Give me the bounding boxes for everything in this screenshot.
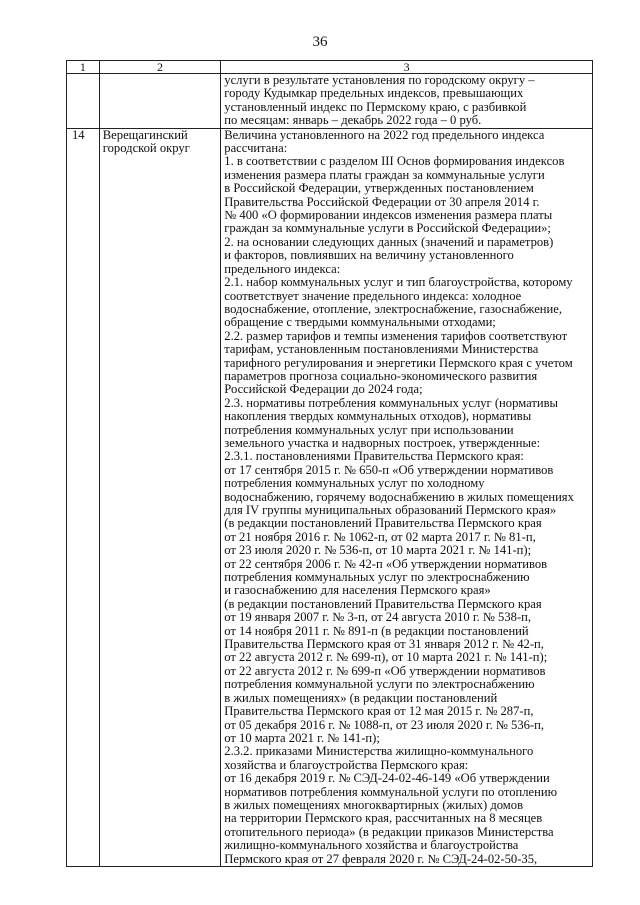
table-header-row <box>67 61 593 74</box>
text-line: установленный индекс по Пермскому краю, с разбивкой <box>224 99 527 114</box>
text-line: 2.3. нормативы потребления коммунальных услуг (нормативы <box>224 395 558 410</box>
text-line: Правительства Пермского края от 12 мая 2015 г. № 287-п, <box>224 704 534 719</box>
row-number-cell <box>67 74 100 129</box>
text-line: нормативов потребления коммунальной услуги по отоплению <box>224 784 557 799</box>
text-line: по месяцам: январь – декабрь 2022 года – 0 руб. <box>224 113 482 128</box>
text-line: предельного индекса: <box>224 261 341 276</box>
text-line: от 16 декабря 2019 г. № СЭД-24-02-46-149 «Об утверждении <box>224 771 550 786</box>
indices-table <box>66 60 593 867</box>
text-line: от 23 июля 2020 г. № 536-п, от 10 марта 2021 г. № 141-п); <box>224 543 532 558</box>
text-line: 2.1. набор коммунальных услуг и тип благоустройства, которому <box>224 275 573 290</box>
text-line: 2.3.2. приказами Министерства жилищно-коммунального <box>224 744 534 759</box>
text-line: Правительства Российской Федерации от 30 апреля 2014 г. <box>224 194 540 209</box>
text-line: от 22 августа 2012 г. № 699-п «Об утверждении нормативов <box>224 663 546 678</box>
text-line: Пермского края от 27 февраля 2020 г. № СЭД-24-02-50-35, <box>224 851 538 866</box>
text-line: от 14 ноября 2011 г. № 891-п (в редакции постановлений <box>224 623 529 638</box>
text-line: 2.3.1. постановлениями Правительства Пермского края: <box>224 449 524 464</box>
text-line: водоснабжению, горячему водоснабжению в жилых помещениях <box>224 489 574 504</box>
text-line: потребления коммунальной услуги по электроснабжению <box>224 677 535 692</box>
text-line: параметров прогноза социально-экономического развития <box>224 368 538 383</box>
text-line: потребления коммунальных услуг по холодному <box>224 476 485 491</box>
text-line: потребления коммунальных услуг по электроснабжению <box>224 570 530 585</box>
text-line: отопительного периода» (в редакции приказов Министерства <box>224 824 554 839</box>
column-header-1: 1 <box>67 61 100 74</box>
text-line: (в редакции постановлений Правительства Пермского края <box>224 596 542 611</box>
description-cell <box>221 128 593 866</box>
text-line: земельного участка и надворных построек, утвержденные: <box>224 435 541 450</box>
text-line: 2. на основании следующих данных (значений и параметров) <box>224 234 554 249</box>
text-line: и газоснабжению для населения Пермского края» <box>224 583 491 598</box>
text-line: накопления твердых коммунальных отходов), нормативы <box>224 409 532 424</box>
text-line: в Российской Федерации, утвержденных постановлением <box>224 181 534 196</box>
text-line: Российской Федерации до 2024 года; <box>224 382 423 397</box>
text-line: Величина установленного на 2022 год предельного индекса <box>224 127 545 142</box>
text-line: водоснабжение, отопление, электроснабжение, газоснабжение, <box>224 301 563 316</box>
text-line: в жилых помещениях многоквартирных (жилых) домов <box>224 797 524 812</box>
text-line: обращение с твердыми коммунальными отходами; <box>224 315 496 330</box>
text-line: от 22 сентября 2006 г. № 42-п «Об утверждении нормативов <box>224 556 548 571</box>
text-line: рассчитана: <box>224 141 288 156</box>
table-row-continued <box>67 74 593 129</box>
continued-text <box>224 74 589 128</box>
text-line: тарифам, установленным постановлениями Министерства <box>224 342 539 357</box>
description-cell <box>221 74 593 129</box>
index-description-text <box>224 129 589 866</box>
text-line: от 21 ноября 2016 г. № 1062-п, от 02 марта 2017 г. № 81-п, <box>224 529 536 544</box>
text-line: на территории Пермского края, рассчитанных на 8 месяцев <box>224 811 543 826</box>
text-line: от 10 марта 2021 г. № 141-п); <box>224 730 380 745</box>
text-line: от 05 декабря 2016 г. № 1088-п, от 23 июля 2020 г. № 536-п, <box>224 717 545 732</box>
municipality-name-line: городской округ <box>102 141 190 156</box>
text-line: № 400 «О формировании индексов изменения размера платы <box>224 208 553 223</box>
table-row-14 <box>67 128 593 866</box>
text-line: граждан за коммунальные услуги в Российской Федерации»; <box>224 221 551 236</box>
text-line: тарифного регулирования и энергетики Пермского края с учетом <box>224 355 573 370</box>
column-header-3: 3 <box>221 61 593 74</box>
text-line: городу Кудымкар предельных индексов, превышающих <box>224 86 524 101</box>
text-line: 2.2. размер тарифов и темпы изменения тарифов соответствуют <box>224 328 568 343</box>
text-line: от 19 января 2007 г. № 3-п, от 24 августа 2010 г. № 538-п, <box>224 610 532 625</box>
municipality-cell <box>99 74 220 129</box>
municipality-name-line: Верещагинский <box>102 127 188 142</box>
text-line: жилищно-коммунального хозяйства и благоустройства <box>224 838 519 853</box>
text-line: услуги в результате установления по городскому округу – <box>224 73 535 87</box>
text-line: от 22 августа 2012 г. № 699-п), от 10 марта 2021 г. № 141-п); <box>224 650 548 665</box>
text-line: хозяйства и благоустройства Пермского края: <box>224 757 469 772</box>
municipality-cell <box>99 128 220 866</box>
row-number-cell: 14 <box>67 128 100 866</box>
text-line: 1. в соответствии с разделом III Основ формирования индексов <box>224 154 565 169</box>
text-line: изменения размера платы граждан за коммунальные услуги <box>224 167 545 182</box>
text-line: соответствует значение предельного индекса: холодное <box>224 288 522 303</box>
text-line: Правительства Пермского края от 31 января 2012 г. № 42-п, <box>224 637 544 652</box>
text-line: и факторов, повлиявших на величину установленного <box>224 248 514 263</box>
text-line: в жилых помещениях» (в редакции постановлений <box>224 690 498 705</box>
column-header-2: 2 <box>99 61 220 74</box>
text-line: (в редакции постановлений Правительства Пермского края <box>224 516 542 531</box>
page-number: 36 <box>312 34 328 50</box>
text-line: для IV группы муниципальных образований Пермского края» <box>224 503 557 517</box>
text-line: от 17 сентября 2015 г. № 650-п «Об утверждении нормативов <box>224 462 554 477</box>
text-line: потребления коммунальных услуг при использовании <box>224 422 514 437</box>
